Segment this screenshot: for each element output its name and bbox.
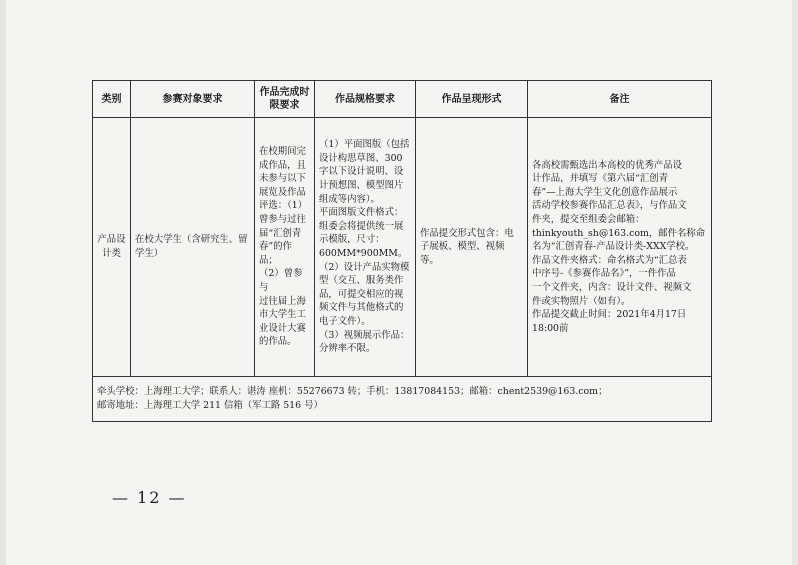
header-category: 类别 [93,81,131,118]
cell-remarks: 各高校需甄选出本高校的优秀产品设 计作品，并填写《第六届“汇创青 春”—上海大学生文化创意作品展示 活动学校参赛作品汇总表》，与作品文 件夹，提交至组委会邮箱： thinkyouth_sh@163.com，邮件名称命 名为“汇创青春-产品设计类-XXX学校。 作品文件夹格式：命名格式为“汇总表 中序号-《参赛作品名》”，一件作品 一个文件夹，内含：设计文件、视频文 件或实物照片（如有）。 作品提交截止时间：2021年4月17日 18:00前 [528,118,712,377]
header-remarks: 备注 [528,81,712,118]
competition-requirements-table [92,80,712,422]
footer-lead-school: 牵头学校：上海理工大学；联系人：谌涛 座机：55276673 转；手机：13817084153；邮箱：chent2539@163.com； [97,386,608,398]
page-number: — 12 — [112,488,187,507]
header-presentation: 作品呈现形式 [416,81,528,118]
cell-deadline: 在校期间完 成作品，且 未参与以下 展览及作品 评选：（1） 曾参与过往 届“汇创青 春”的作品； （2）曾参与 过往届上海 市大学生工 业设计大赛 的作品。 [255,118,315,377]
table-footer-row [93,377,712,422]
cell-category: 产品设 计类 [93,118,131,377]
footer-contact-cell [93,377,712,422]
cell-specs: （1）平面图版（包括 设计构思草图、300 字以下设计说明、设 计预想图、模型图片 组成等内容）。 平面图版文件格式： 组委会将提供统一展 示模版，尺寸： 600MM*900MM。 （2）设计产品实物模 型（交互、服务类作 品，可提交相应的视 频文件与其他格式的 电子文件）。 （3）视频展示作品： 分辨率不限。 [315,118,416,377]
header-specs: 作品规格要求 [315,81,416,118]
footer-mailing-address: 邮寄地址：上海理工大学 211 信箱（军工路 516 号） [97,400,323,411]
cell-presentation: 作品提交形式包含：电 子展板、模型、视频等。 [416,118,528,377]
header-deadline: 作品完成时 限要求 [255,81,315,118]
header-participants: 参赛对象要求 [131,81,255,118]
table-row [93,118,712,377]
scan-edge-right [792,0,798,565]
scan-edge-left [0,0,6,565]
cell-participants: 在校大学生（含研究生、留学生） [131,118,255,377]
table-header-row [93,81,712,118]
